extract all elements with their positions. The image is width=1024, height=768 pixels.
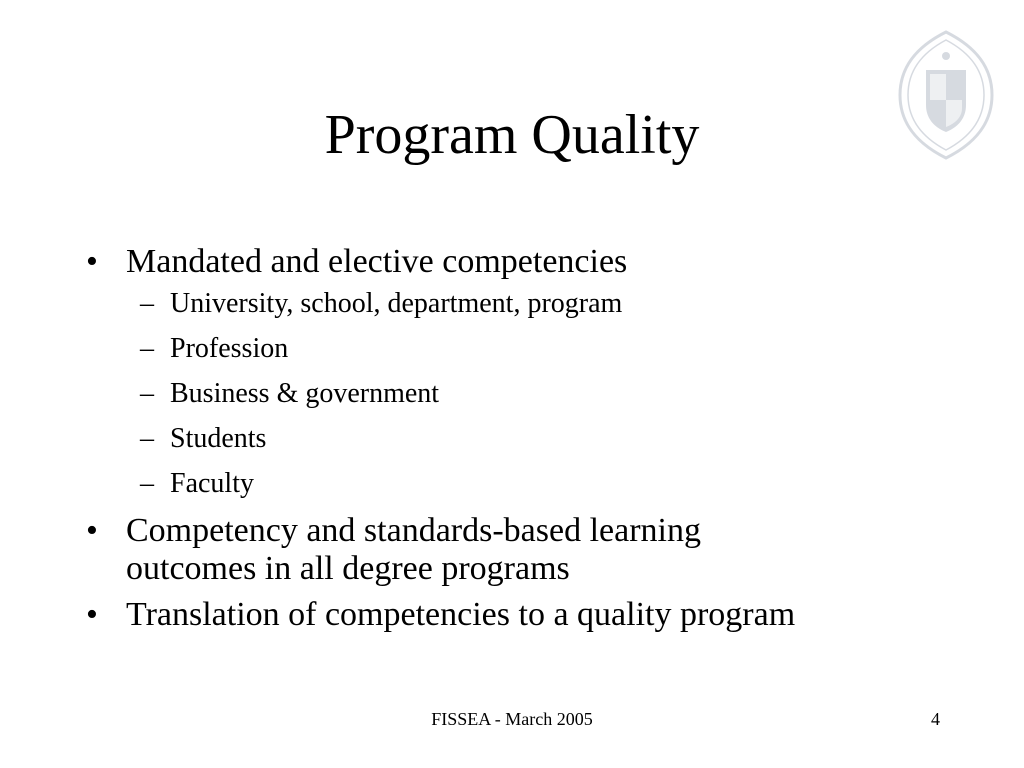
slide-title: Program Quality <box>324 104 700 166</box>
dash-marker: – <box>140 378 154 409</box>
university-seal-icon <box>896 30 996 160</box>
sub-bullet-text: University, school, department, program <box>170 288 623 319</box>
bullet-marker: • <box>86 243 98 280</box>
sub-bullet-item <box>126 287 1024 321</box>
sub-bullet-item <box>126 422 1024 456</box>
sub-bullet-text: Profession <box>170 333 289 364</box>
dash-marker: – <box>140 333 154 364</box>
sub-bullet-text: Faculty <box>170 468 254 499</box>
footer-text: FISSEA - March 2005 <box>431 709 593 729</box>
bullet-text: Mandated and elective competencies <box>126 243 628 280</box>
sub-bullet-item <box>126 467 1024 501</box>
bullet-item <box>0 596 1024 634</box>
dash-marker: – <box>140 423 154 454</box>
bullet-marker: • <box>86 596 98 633</box>
sub-bullet-list <box>126 287 1024 501</box>
dash-marker: – <box>140 468 154 499</box>
sub-bullet-text: Students <box>170 423 267 454</box>
bullet-list <box>0 243 1024 642</box>
sub-bullet-item <box>126 332 1024 366</box>
bullet-text: Translation of competencies to a quality program <box>126 596 796 633</box>
bullet-text: Competency and standards-based learning outcomes in all degree programs <box>126 512 701 587</box>
bullet-item <box>0 243 1024 501</box>
sub-bullet-item <box>126 377 1024 411</box>
bullet-item <box>0 512 1024 588</box>
bullet-marker: • <box>86 512 98 549</box>
dash-marker: – <box>140 288 154 319</box>
sub-bullet-text: Business & government <box>170 378 440 409</box>
page-number: 4 <box>931 709 940 729</box>
